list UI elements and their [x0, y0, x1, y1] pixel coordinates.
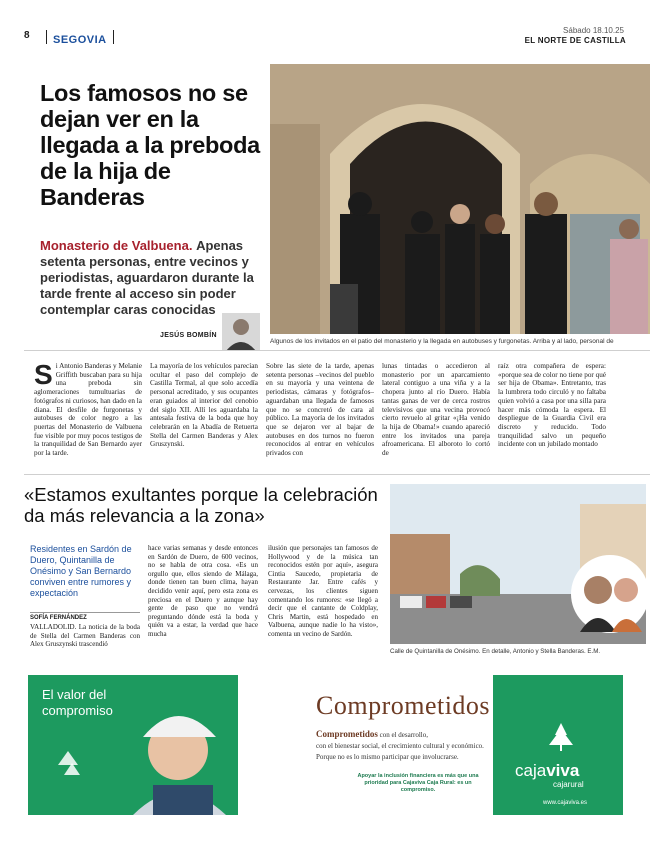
- ad-title: Comprometidos: [316, 691, 491, 720]
- brand-logo: [515, 761, 579, 781]
- ad-left-panel: [28, 675, 238, 815]
- brand-logo-a: caja: [515, 761, 547, 780]
- ad-small-print: Apoyar la inclusión financiera es más que una prioridad para Cajaviva Caja Rural: es un compromiso.: [357, 773, 479, 793]
- section-bar: [46, 30, 114, 44]
- issue-date: Sábado 18.10.25: [563, 26, 624, 35]
- village-photo-caption: Calle de Quintanilla de Onésimo. En detalle, Antonio y Stella Banderas. E.M.: [390, 648, 601, 655]
- ad-brand-panel[interactable]: [493, 675, 623, 815]
- body-column-2: La mayoría de los vehículos parecían ocultar el paso del complejo de Castilla Termal, al que solo accedía personal acreditado, y sus ocupantes eran guiados al interior del cenobio del siglo XII. Allí les aguardaba la antesala festiva de la boda que hoy celebrarán en la Abadía de Retuerta Stella del Carmen Banderas y Alex Gruszynski.: [150, 362, 258, 449]
- headline: Los famosos no se dejan ver en la llegada a la preboda de la hija de Banderas: [40, 80, 260, 210]
- newspaper-name: EL NORTE DE CASTILLA: [524, 36, 626, 45]
- second-column-2: ilusión que personajes tan famosos de Hollywood y de la música tan reconocidos estén por aquí», asegura Cintia Saucedo, propietaria de Restaurante Jar. Entre cafés y cervezas, los clientes siguen comentando los rumores: «se llegó a decir que el cantante de Coldplay, Chris Martin, está hospedado en Valbuena, aunque nadie lo ha visto», comenta un vecino de Sardón.: [268, 544, 378, 638]
- ad-line-1: [316, 729, 516, 739]
- second-lead: VALLADOLID. La noticia de la boda de Stella del Carmen Banderas con Alex Gruszynski trascendió: [30, 623, 140, 649]
- divider: [24, 474, 650, 475]
- village-photo: [390, 484, 646, 644]
- main-photo: [270, 64, 650, 334]
- kicker-text: Apenas setenta personas, entre vecinos y periodistas, aguardaron durante la tarde frente al acceso sin poder contemplar caras conocidas: [40, 238, 254, 317]
- second-byline: SOFÍA FERNÁNDEZ: [30, 612, 140, 621]
- ad-line-1-bold: Comprometidos: [316, 729, 378, 739]
- kicker: [40, 238, 265, 318]
- ad-line-2: con el bienestar social, el crecimiento cultural y económico.: [316, 742, 484, 750]
- kicker-place: Monasterio de Valbuena.: [40, 238, 193, 253]
- divider: [24, 350, 650, 351]
- byline: JESÚS BOMBÍN: [160, 332, 217, 339]
- brand-logo-b: viva: [546, 761, 580, 780]
- section-label: SEGOVIA: [53, 34, 107, 46]
- body-column-4: lunas tintadas o accedieron al monasterio por un aparcamiento lateral contiguo a una viña y a la chopera junto al río Duero. Había tantas ganas de ver de cerca rostros televisivos que una vecina provocó cierto revuelo al gritar «¡Ha venido la hija de Obama!» cuando apareció entre los invitados una pareja afroamericana. El alboroto lo cortó de: [382, 362, 490, 458]
- quote-headline: «Estamos exultantes porque la celebración da más relevancia a la zona»: [24, 484, 378, 526]
- ad-middle-panel: [238, 675, 491, 815]
- main-photo-caption: Algunos de los invitados en el patio del monasterio y la llegada en autobuses y furgonetas. Arriba y al lado, personal de: [270, 338, 614, 345]
- brand-url[interactable]: www.cajaviva.es: [543, 800, 588, 806]
- brand-sub: cajarural: [553, 780, 584, 789]
- advertisement[interactable]: [28, 675, 623, 815]
- body-column-5: raíz otra compañera de espera: «porque sea de color no tiene por qué ser hija de Obama». Entretanto, tras la lumbrera todo circuló y no faltaba quien volvió a casa por una silla para hacer más cómoda la espera. El despliegue de la Guardia Civil era discreto y reducido. Todo tranquilidad salvo un pequeño incidente con un jubilado montado: [498, 362, 606, 449]
- page-header: [24, 28, 626, 50]
- page-number: 8: [24, 30, 30, 41]
- ad-left-title: El valor del compromiso: [42, 687, 113, 718]
- dropcap: S: [34, 362, 53, 390]
- second-kicker: Residentes en Sardón de Duero, Quintanilla de Onésimo y San Bernardo conviven entre rumores y expectación: [30, 544, 132, 598]
- second-column-1: hace varias semanas y desde entonces en Sardón de Duero, de 600 vecinos, no se habla de otra cosa. «Es un orgullo que, ellos siendo de Málaga, donde tienen tan buen clima, hayan decidido venir aquí, pero esta zona es preciosa en el Duero y aunque hay gente de paso que no vendrá preguntando dónde está la boda y quién va a estar, la verdad que hace mucha: [148, 544, 258, 638]
- body-column-3: Sobre las siete de la tarde, apenas setenta personas –vecinos del pueblo en su mayoría y una veintena de periodistas, cámaras y fotógrafos– aguardaban una llegada de famosos que no se concretó de cara al público. La mayoría de los invitados que se dejaron ver al bajar de autobuses en dos turnos no fueron reconocidos al entrar en vehículos privados con: [266, 362, 374, 458]
- article-body: [34, 362, 648, 462]
- ad-line-1-text: con el desarrollo,: [379, 731, 428, 739]
- ad-line-3: Porque no es lo mismo participar que involucrarse.: [316, 753, 459, 761]
- body-text-1: i Antonio Banderas y Melanie Griffith buscaban para su hija una preboda sin aglomeraciones tumultuarias de fotógrafos ni curiosos, han dado en la diana. El desfile de furgonetas y autobuses de color negro a las puertas del Monasterio de Valbuena fue visible por muy pocos testigos de la tranquilidad de San Bernardo ayer por la tarde.: [34, 362, 142, 458]
- body-column-1: [34, 362, 142, 462]
- author-portrait: [222, 313, 260, 351]
